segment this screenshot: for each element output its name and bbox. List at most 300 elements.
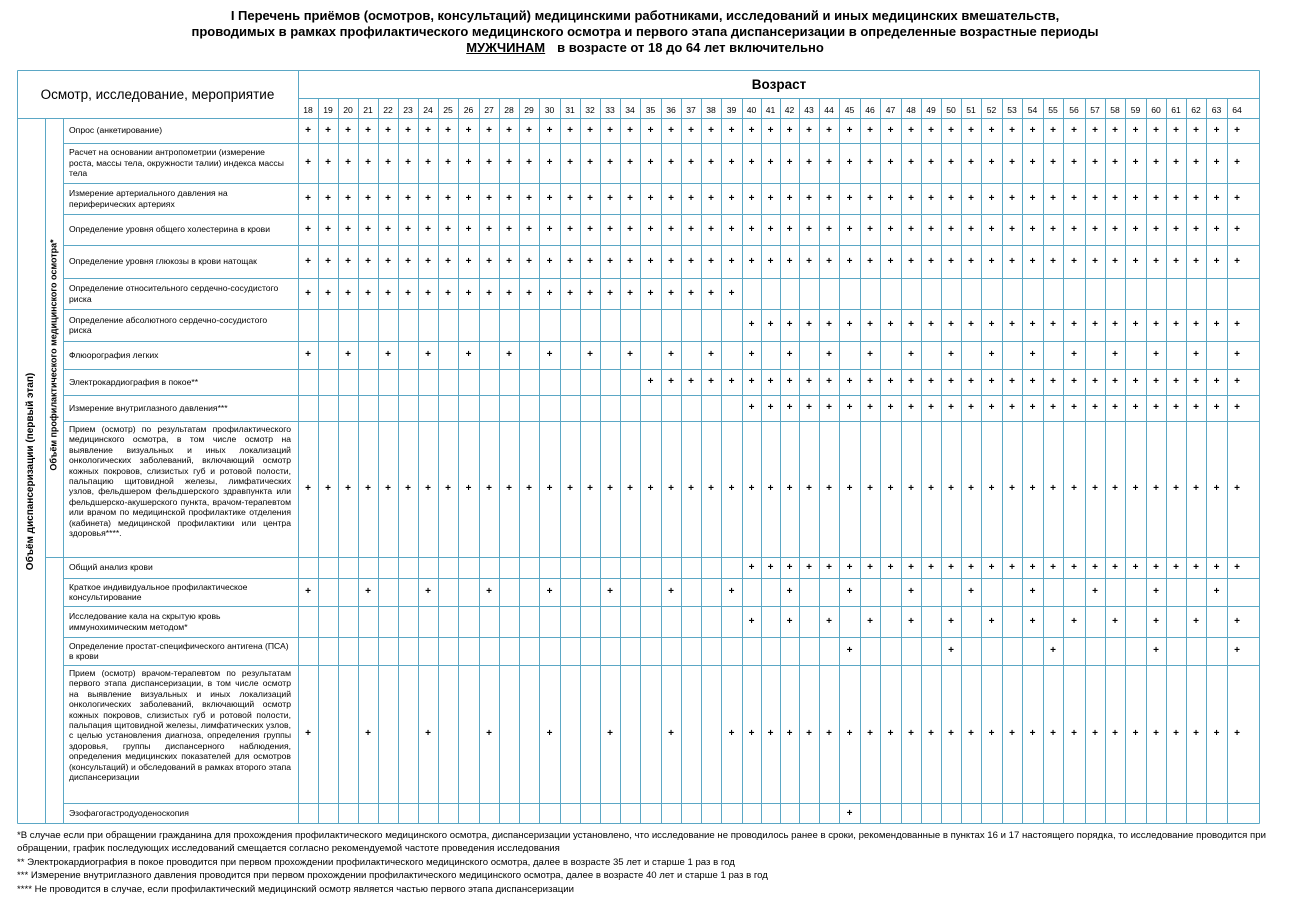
schedule-mark: + (1092, 376, 1098, 387)
schedule-mark: + (1112, 376, 1118, 387)
schedule-mark: + (1193, 402, 1199, 413)
dispensary-scope-label (17, 118, 45, 824)
schedule-mark: + (786, 586, 793, 597)
schedule-mark: + (1029, 224, 1036, 235)
schedule-mark: + (806, 562, 812, 573)
schedule-mark: + (806, 319, 812, 330)
age-header-cell: 24 (423, 105, 433, 115)
schedule-mark: + (928, 256, 934, 267)
schedule-mark: + (846, 224, 853, 235)
schedule-mark: + (867, 562, 873, 573)
schedule-mark: + (445, 256, 451, 267)
schedule-mark: + (365, 483, 371, 494)
age-header-cell: 18 (303, 105, 313, 115)
age-header-cell: 19 (323, 105, 333, 115)
age-header-cell: 20 (343, 105, 353, 115)
schedule-mark: + (688, 256, 694, 267)
schedule-mark: + (647, 256, 654, 267)
schedule-mark: + (948, 224, 954, 235)
schedule-mark: + (1071, 402, 1077, 413)
schedule-mark: + (1112, 319, 1118, 330)
schedule-mark: + (1213, 319, 1220, 330)
age-header-cell: 43 (804, 105, 814, 115)
schedule-mark: + (908, 483, 914, 494)
schedule-mark: + (1071, 157, 1077, 168)
schedule-mark: + (948, 402, 954, 413)
schedule-mark: + (425, 157, 431, 168)
schedule-mark: + (1173, 224, 1179, 235)
schedule-mark: + (1193, 224, 1199, 235)
schedule-mark: + (1050, 319, 1056, 330)
schedule-mark: + (786, 616, 793, 627)
schedule-mark: + (867, 402, 873, 413)
schedule-mark: + (1173, 193, 1179, 204)
schedule-mark: + (365, 728, 371, 739)
schedule-mark: + (1132, 224, 1139, 235)
schedule-mark: + (767, 256, 774, 267)
schedule-mark: + (1132, 125, 1139, 136)
schedule-mark: + (627, 349, 633, 360)
schedule-mark: + (767, 562, 774, 573)
schedule-mark: + (1132, 728, 1139, 739)
schedule-mark: + (688, 288, 694, 299)
schedule-mark: + (546, 193, 553, 204)
schedule-mark: + (1132, 157, 1139, 168)
schedule-mark: + (345, 224, 351, 235)
schedule-mark: + (688, 376, 694, 387)
schedule-mark: + (867, 157, 873, 168)
schedule-mark: + (806, 193, 812, 204)
schedule-mark: + (546, 157, 553, 168)
schedule-mark: + (948, 483, 954, 494)
schedule-mark: + (647, 193, 654, 204)
schedule-mark: + (627, 224, 633, 235)
schedule-mark: + (1173, 256, 1179, 267)
schedule-mark: + (988, 728, 995, 739)
age-header-cell: 27 (484, 105, 494, 115)
age-header-cell: 26 (463, 105, 474, 115)
schedule-mark: + (767, 376, 774, 387)
schedule-mark: + (786, 224, 793, 235)
schedule-mark: + (826, 402, 832, 413)
schedule-mark: + (486, 728, 492, 739)
schedule-mark: + (867, 125, 873, 136)
procedure-label: Опрос (анкетирование) (69, 125, 163, 136)
schedule-mark: + (1213, 586, 1220, 597)
schedule-mark: + (465, 288, 472, 299)
schedule-mark: + (1173, 319, 1179, 330)
schedule-mark: + (567, 483, 573, 494)
schedule-mark: + (1029, 483, 1036, 494)
schedule-mark: + (1029, 376, 1036, 387)
schedule-mark: + (1050, 224, 1056, 235)
schedule-mark: + (445, 157, 451, 168)
age-header-cell: 47 (885, 105, 896, 115)
schedule-mark: + (728, 193, 735, 204)
schedule-mark: + (345, 349, 351, 360)
schedule-mark: + (486, 256, 492, 267)
schedule-mark: + (1009, 125, 1015, 136)
schedule-mark: + (1153, 483, 1159, 494)
schedule-mark: + (1029, 402, 1036, 413)
schedule-mark: + (826, 349, 832, 360)
schedule-mark: + (365, 125, 371, 136)
schedule-mark: + (1153, 402, 1159, 413)
schedule-mark: + (607, 483, 613, 494)
schedule-mark: + (728, 256, 735, 267)
schedule-mark: + (385, 256, 391, 267)
schedule-mark: + (767, 319, 774, 330)
age-header-cell: 51 (966, 105, 976, 115)
schedule-mark: + (887, 125, 894, 136)
schedule-mark: + (928, 319, 934, 330)
schedule-mark: + (1173, 125, 1179, 136)
age-header-cell: 36 (666, 105, 676, 115)
schedule-mark: + (708, 288, 714, 299)
schedule-mark: + (786, 349, 793, 360)
schedule-mark: + (908, 193, 914, 204)
schedule-mark: + (325, 224, 331, 235)
schedule-mark: + (908, 376, 914, 387)
schedule-mark: + (1234, 349, 1240, 360)
schedule-mark: + (806, 483, 812, 494)
age-header-cell: 53 (1007, 105, 1017, 115)
age-header-cell: 56 (1069, 105, 1079, 115)
schedule-mark: + (305, 157, 311, 168)
age-header-cell: 52 (986, 105, 997, 115)
schedule-mark: + (1050, 125, 1056, 136)
schedule-mark: + (486, 483, 492, 494)
schedule-mark: + (908, 586, 914, 597)
schedule-mark: + (1213, 193, 1220, 204)
schedule-mark: + (846, 402, 853, 413)
schedule-mark: + (425, 586, 431, 597)
schedule-mark: + (867, 319, 873, 330)
schedule-mark: + (786, 728, 793, 739)
schedule-mark: + (826, 157, 832, 168)
schedule-mark: + (1193, 616, 1199, 627)
schedule-mark: + (465, 157, 472, 168)
schedule-mark: + (345, 193, 351, 204)
schedule-mark: + (887, 193, 894, 204)
schedule-mark: + (826, 616, 832, 627)
schedule-mark: + (1050, 193, 1056, 204)
footnote-3: *** Измерение внутриглазного давления проводится при первом прохождении профилактического медицинского осмотра, далее в возрасте 40 лет и старше 1 раз в год (17, 870, 768, 882)
footnote-1: *В случае если при обращении гражданина для прохождения профилактического медицинского осмотра, диспансеризации установлено, что исследование не проводилось ранее в сроки, рекомендованные в пунктах 16 и 17 настоящего порядка, то исследование проводится при обращении, график последующих исследований смещается согласно рекомендуемой частоте проведения исследования (17, 830, 1266, 855)
schedule-mark: + (1193, 193, 1199, 204)
schedule-mark: + (1213, 157, 1220, 168)
schedule-mark: + (1092, 256, 1098, 267)
schedule-mark: + (567, 157, 573, 168)
schedule-mark: + (988, 376, 995, 387)
schedule-mark: + (405, 193, 411, 204)
schedule-mark: + (486, 288, 492, 299)
schedule-mark: + (806, 728, 812, 739)
schedule-mark: + (806, 402, 812, 413)
schedule-mark: + (786, 193, 793, 204)
schedule-mark: + (325, 483, 331, 494)
schedule-mark: + (846, 125, 853, 136)
schedule-mark: + (806, 125, 812, 136)
schedule-mark: + (1029, 256, 1036, 267)
schedule-mark: + (345, 483, 351, 494)
procedure-label: Электрокардиография в покое** (69, 376, 199, 387)
schedule-mark: + (1132, 402, 1139, 413)
schedule-mark: + (846, 376, 853, 387)
schedule-mark: + (708, 483, 714, 494)
schedule-mark: + (1092, 319, 1098, 330)
schedule-mark: + (786, 376, 793, 387)
procedure-label: Краткое индивидуальное профилактическое консультирование (69, 581, 248, 602)
schedule-mark: + (365, 288, 371, 299)
schedule-mark: + (546, 483, 553, 494)
schedule-mark: + (1132, 319, 1139, 330)
schedule-mark: + (1029, 349, 1036, 360)
schedule-mark: + (1050, 376, 1056, 387)
schedule-mark: + (1153, 376, 1159, 387)
age-header-cell: 30 (544, 105, 555, 115)
procedure-label: Общий анализ крови (69, 562, 153, 573)
schedule-mark: + (968, 586, 974, 597)
age-header-cell: 34 (625, 105, 635, 115)
schedule-mark: + (968, 562, 974, 573)
schedule-mark: + (1009, 157, 1015, 168)
schedule-mark: + (748, 319, 755, 330)
schedule-mark: + (506, 256, 512, 267)
schedule-mark: + (1193, 728, 1199, 739)
schedule-mark: + (688, 125, 694, 136)
schedule-mark: + (1132, 256, 1139, 267)
schedule-mark: + (887, 562, 894, 573)
procedure-label: Эзофагогастродуоденоскопия (69, 808, 189, 819)
schedule-mark: + (365, 586, 371, 597)
schedule-mark: + (546, 224, 553, 235)
title-line-3 (0, 40, 1290, 56)
schedule-mark: + (305, 349, 311, 360)
schedule-mark: + (1092, 402, 1098, 413)
schedule-mark: + (1009, 256, 1015, 267)
age-header-cell: 48 (906, 105, 916, 115)
schedule-mark: + (305, 586, 311, 597)
schedule-mark: + (988, 193, 995, 204)
schedule-mark: + (748, 728, 755, 739)
schedule-mark: + (928, 125, 934, 136)
schedule-mark: + (968, 256, 974, 267)
schedule-mark: + (1112, 256, 1118, 267)
schedule-mark: + (668, 256, 674, 267)
schedule-mark: + (425, 224, 431, 235)
schedule-mark: + (1153, 224, 1159, 235)
schedule-mark: + (546, 288, 553, 299)
schedule-mark: + (365, 256, 371, 267)
schedule-mark: + (767, 402, 774, 413)
schedule-mark: + (867, 616, 873, 627)
schedule-mark: + (305, 193, 311, 204)
age-header-cell: 49 (926, 105, 936, 115)
schedule-mark: + (1112, 349, 1118, 360)
schedule-mark: + (567, 224, 573, 235)
schedule-mark: + (1050, 256, 1056, 267)
schedule-mark: + (587, 483, 593, 494)
schedule-mark: + (786, 256, 793, 267)
schedule-mark: + (867, 728, 873, 739)
schedule-mark: + (425, 288, 431, 299)
schedule-mark: + (385, 288, 391, 299)
schedule-mark: + (1092, 483, 1098, 494)
schedule-mark: + (1071, 349, 1077, 360)
schedule-mark: + (668, 728, 674, 739)
schedule-mark: + (908, 125, 914, 136)
age-header-cell: 37 (686, 105, 696, 115)
schedule-mark: + (526, 288, 532, 299)
schedule-mark: + (826, 483, 832, 494)
schedule-mark: + (988, 562, 995, 573)
schedule-mark: + (1029, 125, 1036, 136)
age-header-cell: 44 (824, 105, 834, 115)
title-age-range: в возрасте от 18 до 64 лет включительно (557, 40, 824, 55)
schedule-mark: + (867, 224, 873, 235)
title-line-1: I Перечень приёмов (осмотров, консультаций) медицинскими работниками, исследований и иных медицинских вмешательств, (230, 8, 1060, 23)
schedule-mark: + (1009, 728, 1015, 739)
age-header-cell: 54 (1027, 105, 1038, 115)
schedule-mark: + (1153, 349, 1159, 360)
schedule-mark: + (728, 728, 735, 739)
schedule-mark: + (708, 157, 714, 168)
procedure-label: Определение уровня глюкозы в крови натощак (69, 256, 257, 267)
schedule-mark: + (486, 224, 492, 235)
schedule-mark: + (806, 157, 812, 168)
schedule-mark: + (587, 125, 593, 136)
schedule-mark: + (1092, 224, 1098, 235)
schedule-mark: + (1050, 645, 1056, 656)
schedule-mark: + (587, 288, 593, 299)
schedule-mark: + (445, 224, 451, 235)
schedule-mark: + (846, 645, 853, 656)
schedule-mark: + (968, 483, 974, 494)
procedure-label: Прием (осмотр) врачом-терапевтом по результатам первого этапа диспансеризации, в том числе осмотр на выявление визуальных и иных локализаций онкологических заболеваний, включающий осмотр кожных покровов, слизистых губ и ротовой полости, пальпация щитовидной железы, лимфатических узлов, с целью установления диагноза, определения группы здоровья, группы диспансерного наблюдения, определения медицинских показателей для осмотров (консультаций) и обследований в рамках второго этапа диспансеризации (69, 668, 291, 783)
schedule-mark: + (928, 402, 934, 413)
schedule-mark: + (1112, 616, 1118, 627)
age-header-cell: 38 (706, 105, 716, 115)
schedule-mark: + (405, 256, 411, 267)
schedule-mark: + (365, 157, 371, 168)
schedule-mark: + (1193, 157, 1199, 168)
age-header-cell: 40 (746, 105, 757, 115)
procedure-label: Определение простат-специфического антигена (ПСА) в крови (69, 640, 289, 661)
schedule-mark: + (908, 402, 914, 413)
schedule-mark: + (647, 125, 654, 136)
schedule-mark: + (305, 224, 311, 235)
schedule-mark: + (1213, 562, 1220, 573)
schedule-mark: + (1132, 376, 1139, 387)
schedule-mark: + (826, 224, 832, 235)
schedule-mark: + (506, 483, 512, 494)
schedule-mark: + (748, 125, 755, 136)
schedule-mark: + (1193, 319, 1199, 330)
schedule-mark: + (305, 125, 311, 136)
schedule-mark: + (728, 376, 735, 387)
age-header-cell: 64 (1232, 105, 1242, 115)
schedule-mark: + (968, 224, 974, 235)
title-target-group: МУЖЧИНАМ (466, 40, 546, 55)
schedule-mark: + (1009, 319, 1015, 330)
schedule-mark: + (647, 483, 654, 494)
schedule-mark: + (607, 125, 613, 136)
schedule-mark: + (567, 288, 573, 299)
schedule-mark: + (1234, 376, 1240, 387)
schedule-mark: + (1009, 376, 1015, 387)
schedule-mark: + (1234, 224, 1240, 235)
schedule-mark: + (728, 157, 735, 168)
schedule-mark: + (607, 586, 613, 597)
schedule-mark: + (826, 376, 832, 387)
schedule-mark: + (465, 193, 472, 204)
schedule-mark: + (445, 125, 451, 136)
schedule-mark: + (1132, 483, 1139, 494)
schedule-mark: + (1112, 224, 1118, 235)
age-header-cell: 50 (946, 105, 956, 115)
schedule-mark: + (1173, 728, 1179, 739)
schedule-mark: + (506, 193, 512, 204)
schedule-mark: + (1132, 193, 1139, 204)
schedule-mark: + (908, 349, 914, 360)
age-header-cell: 21 (363, 105, 373, 115)
schedule-mark: + (988, 319, 995, 330)
schedule-mark: + (1112, 157, 1118, 168)
procedure-column-header: Осмотр, исследование, мероприятие (40, 86, 275, 102)
schedule-mark: + (1071, 616, 1077, 627)
procedure-label: Определение уровня общего холестерина в крови (69, 224, 271, 235)
schedule-mark: + (748, 616, 755, 627)
age-header-cell: 58 (1110, 105, 1120, 115)
schedule-mark: + (688, 157, 694, 168)
age-header-cell: 46 (865, 105, 875, 115)
schedule-mark: + (968, 402, 974, 413)
schedule-mark: + (988, 616, 995, 627)
procedure-label: Определение относительного сердечно-сосудистого риска (69, 283, 279, 304)
age-header-cell: 25 (443, 105, 453, 115)
schedule-mark: + (405, 224, 411, 235)
schedule-mark: + (305, 256, 311, 267)
schedule-mark: + (365, 224, 371, 235)
schedule-mark: + (1050, 402, 1056, 413)
schedule-mark: + (867, 349, 873, 360)
schedule-mark: + (908, 157, 914, 168)
schedule-mark: + (887, 402, 894, 413)
schedule-mark: + (627, 193, 633, 204)
procedure-label: Измерение внутриглазного давления*** (69, 402, 228, 413)
schedule-mark: + (425, 728, 431, 739)
schedule-mark: + (1234, 256, 1240, 267)
schedule-mark: + (1193, 483, 1199, 494)
schedule-mark: + (728, 125, 735, 136)
schedule-mark: + (928, 376, 934, 387)
schedule-mark: + (1234, 193, 1240, 204)
schedule-mark: + (887, 224, 894, 235)
schedule-mark: + (728, 483, 735, 494)
schedule-mark: + (506, 125, 512, 136)
schedule-mark: + (465, 224, 472, 235)
schedule-mark: + (607, 256, 613, 267)
schedule-mark: + (1234, 645, 1240, 656)
schedule-mark: + (385, 483, 391, 494)
schedule-mark: + (1029, 562, 1036, 573)
schedule-mark: + (728, 288, 735, 299)
schedule-mark: + (405, 288, 411, 299)
schedule-mark: + (607, 157, 613, 168)
age-header-cell: 33 (605, 105, 615, 115)
age-header-cell: 28 (504, 105, 514, 115)
